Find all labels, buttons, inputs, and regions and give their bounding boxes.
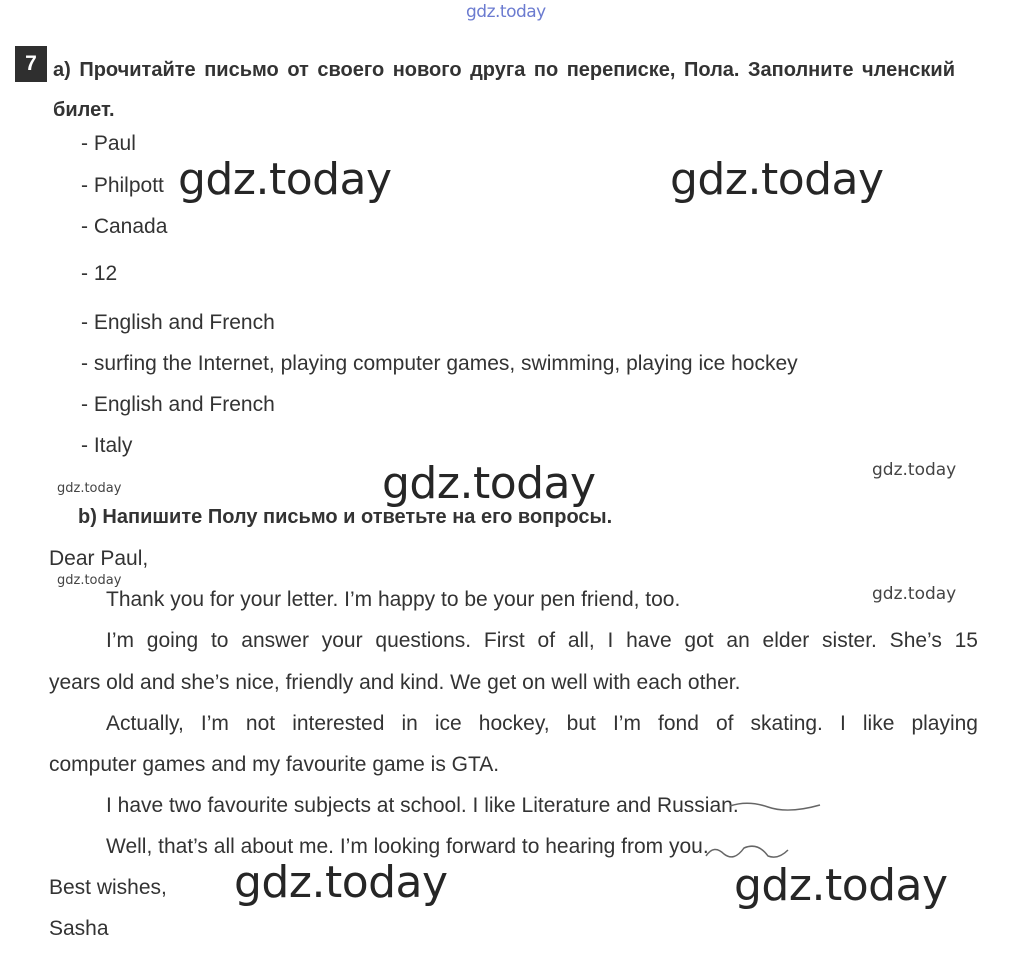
letter-closing: Best wishes, bbox=[49, 876, 167, 899]
answer-hobbies: - surfing the Internet, playing computer games, swimming, playing ice hockey bbox=[81, 352, 798, 375]
letter-paragraph-3-line-2: computer games and my favourite game is GTA. bbox=[49, 753, 500, 776]
letter-signature: Sasha bbox=[49, 917, 109, 940]
watermark-large: gdz.today bbox=[382, 458, 596, 509]
watermark-small: gdz.today bbox=[872, 584, 957, 604]
answer-country: - Canada bbox=[81, 215, 168, 238]
letter-paragraph-1: Thank you for your letter. I’m happy to be your pen friend, too. bbox=[106, 588, 681, 611]
watermark-large: gdz.today bbox=[734, 860, 948, 911]
letter-paragraph-2-line-1: I’m going to answer your questions. First of all, I have got an elder sister. She’s 15 bbox=[106, 629, 978, 652]
watermark-large: gdz.today bbox=[178, 154, 392, 205]
scribble-mark bbox=[702, 838, 792, 864]
watermark-large: gdz.today bbox=[670, 154, 884, 205]
scribble-mark bbox=[728, 796, 823, 818]
watermark-tiny: gdz.today bbox=[57, 573, 122, 588]
letter-paragraph-5: Well, that’s all about me. I’m looking forward to hearing from you. bbox=[106, 835, 709, 858]
exercise-number-badge: 7 bbox=[15, 46, 47, 82]
answer-first-name: - Paul bbox=[81, 132, 136, 155]
watermark-small: gdz.today bbox=[872, 460, 957, 480]
letter-paragraph-4: I have two favourite subjects at school. I like Literature and Russian. bbox=[106, 794, 739, 817]
task-b-instruction: b) Напишите Полу письмо и ответьте на его вопросы. bbox=[78, 506, 613, 528]
answer-age: - 12 bbox=[81, 262, 118, 285]
answer-surname: - Philpott bbox=[81, 174, 164, 197]
watermark-large: gdz.today bbox=[234, 857, 448, 908]
answer-favourite-subjects: - English and French bbox=[81, 393, 275, 416]
letter-greeting: Dear Paul, bbox=[49, 547, 149, 570]
watermark-tiny: gdz.today bbox=[57, 481, 122, 496]
answer-travel-country: - Italy bbox=[81, 434, 133, 457]
answer-languages: - English and French bbox=[81, 311, 275, 334]
watermark-top: gdz.today bbox=[466, 2, 546, 22]
letter-paragraph-2-line-2: years old and she’s nice, friendly and kind. We get on well with each other. bbox=[49, 671, 741, 694]
letter-paragraph-3-line-1: Actually, I’m not interested in ice hockey, but I’m fond of skating. I like playing bbox=[106, 712, 978, 735]
task-a-instruction: a) Прочитайте письмо от своего нового друга по переписке, Пола. Заполните членский билет. bbox=[53, 59, 955, 121]
